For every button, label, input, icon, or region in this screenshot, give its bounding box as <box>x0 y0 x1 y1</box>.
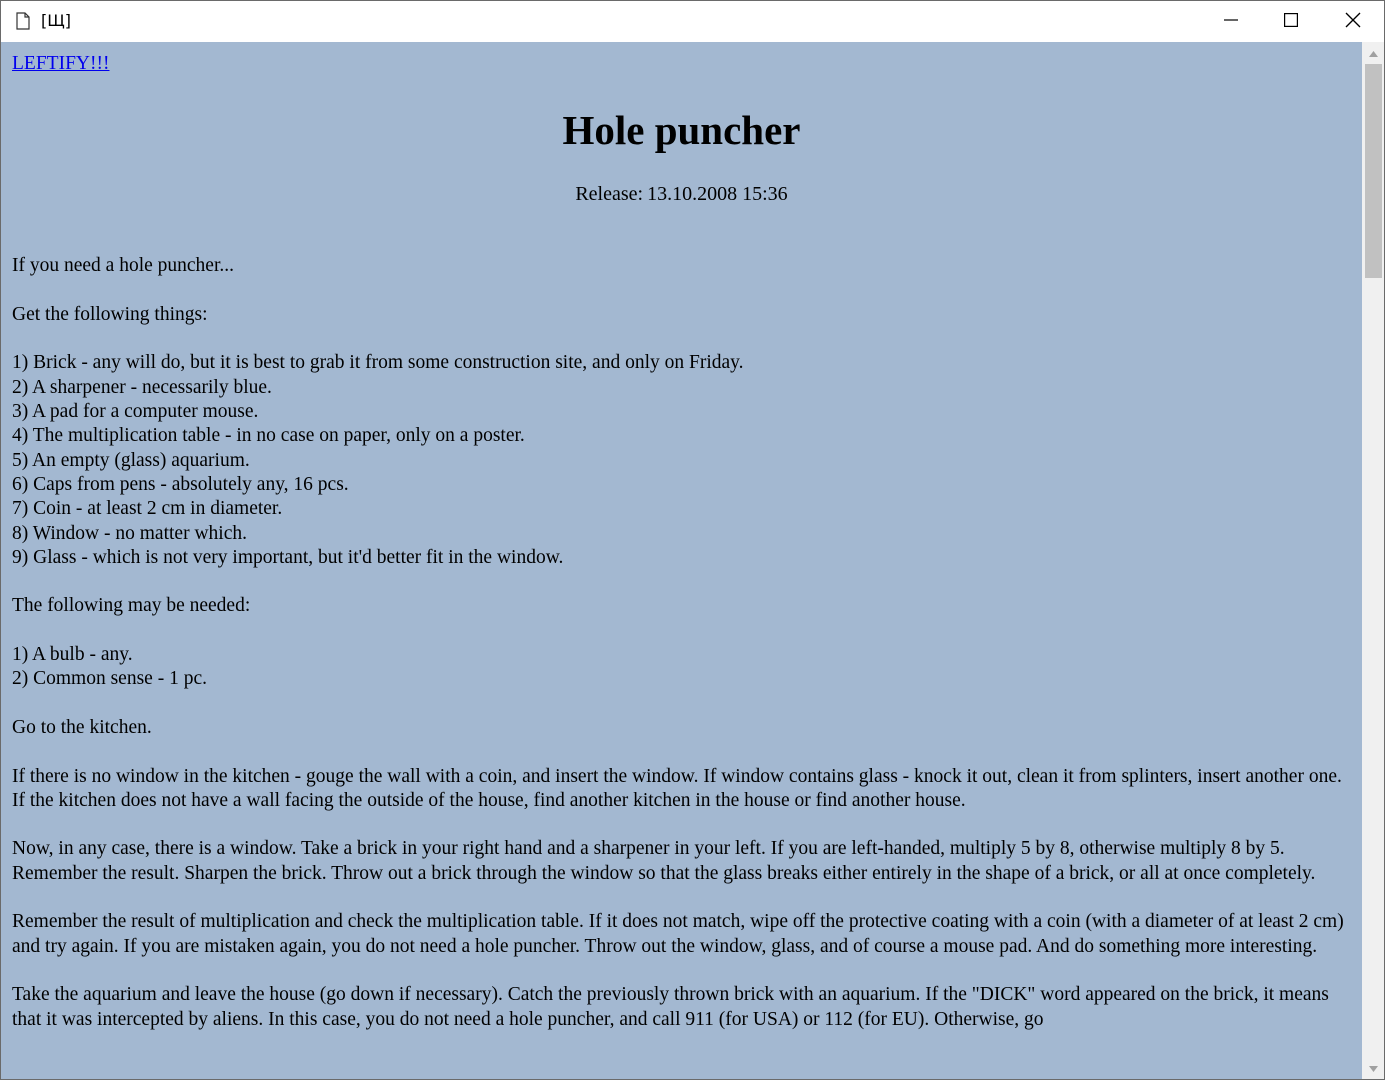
list-item: 5) An empty (glass) aquarium. <box>12 449 250 471</box>
page-content <box>1 42 1362 1079</box>
scroll-down-arrow-icon <box>1369 1059 1378 1077</box>
title-bar[interactable] <box>1 1 1384 42</box>
paragraph: Go to the kitchen. <box>12 716 152 738</box>
scroll-up-arrow-icon <box>1369 44 1378 62</box>
release-label: Release: <box>575 183 644 206</box>
scroll-up-button[interactable] <box>1362 44 1384 62</box>
list-item: 9) Glass - which is not very important, but it'd better fit in the window. <box>12 546 564 568</box>
scroll-down-button[interactable] <box>1362 1059 1384 1077</box>
close-button[interactable] <box>1323 1 1383 42</box>
release-value: 13.10.2008 15:36 <box>647 183 788 206</box>
minimize-icon <box>1224 12 1238 31</box>
paragraph: Now, in any case, there is a window. Take a brick in your right hand and a sharpener in your left. If you are left-handed, multiply 5 by 8, otherwise multiply 8 by 5. Remember the result. Sharpen the brick. Throw out a brick through the window so that the glass breaks either entirely in the shape of a brick, or all at once completely. <box>12 838 1316 884</box>
maximize-button[interactable] <box>1261 1 1321 42</box>
list-item: 1) A bulb - any. <box>12 644 133 666</box>
paragraph: Take the aquarium and leave the house (go down if necessary). Catch the previously thrown brick with an aquarium. If the "DICK" word appeared on the brick, it means that it was intercepted by aliens. In this case, you do not need a hole puncher, and call 911 (for USA) or 112 (for EU). Otherwise, go <box>12 984 1329 1030</box>
release-line <box>12 182 1351 206</box>
list-item: 2) Common sense - 1 pc. <box>12 668 207 690</box>
list-item: 8) Window - no matter which. <box>12 522 247 544</box>
list-item: 1) Brick - any will do, but it is best to grab it from some construction site, and only on Friday. <box>12 352 744 374</box>
needed-heading: The following may be needed: <box>12 595 251 617</box>
list-item: 2) A sharpener - necessarily blue. <box>12 376 272 398</box>
paragraph: Remember the result of multiplication and check the multiplication table. If it does not match, wipe off the protective coating with a coin (with a diameter of at least 2 cm) and try again. If you are mistaken again, you do not need a hole puncher. Throw out the window, glass, and of course a mouse pad. And do something more interesting. <box>12 911 1344 957</box>
paragraph: If there is no window in the kitchen - gouge the wall with a coin, and insert the window. If window contains glass - knock it out, clean it from splinters, insert another one. If the kitchen does not have a wall facing the outside of the house, find another kitchen in the house or find another house. <box>12 765 1342 811</box>
close-icon <box>1345 12 1361 32</box>
window-title: [Щ] <box>41 11 71 30</box>
document-icon <box>16 12 30 30</box>
article-body <box>12 254 1351 1032</box>
scrollbar-thumb[interactable] <box>1365 64 1382 278</box>
maximize-icon <box>1284 12 1298 31</box>
list-item: 4) The multiplication table - in no case on paper, only on a poster. <box>12 425 525 447</box>
things-list <box>12 351 1351 570</box>
list-item: 6) Caps from pens - absolutely any, 16 pcs. <box>12 473 349 495</box>
minimize-button[interactable] <box>1201 1 1261 42</box>
list-item: 3) A pad for a computer mouse. <box>12 401 259 423</box>
vertical-scrollbar[interactable] <box>1362 42 1384 1079</box>
needed-list <box>12 643 1351 692</box>
things-heading: Get the following things: <box>12 303 208 325</box>
leftify-link[interactable]: LEFTIFY!!! <box>12 53 110 74</box>
intro-paragraph: If you need a hole puncher... <box>12 255 235 277</box>
page-title: Hole puncher <box>562 107 801 154</box>
list-item: 7) Coin - at least 2 cm in diameter. <box>12 498 283 520</box>
